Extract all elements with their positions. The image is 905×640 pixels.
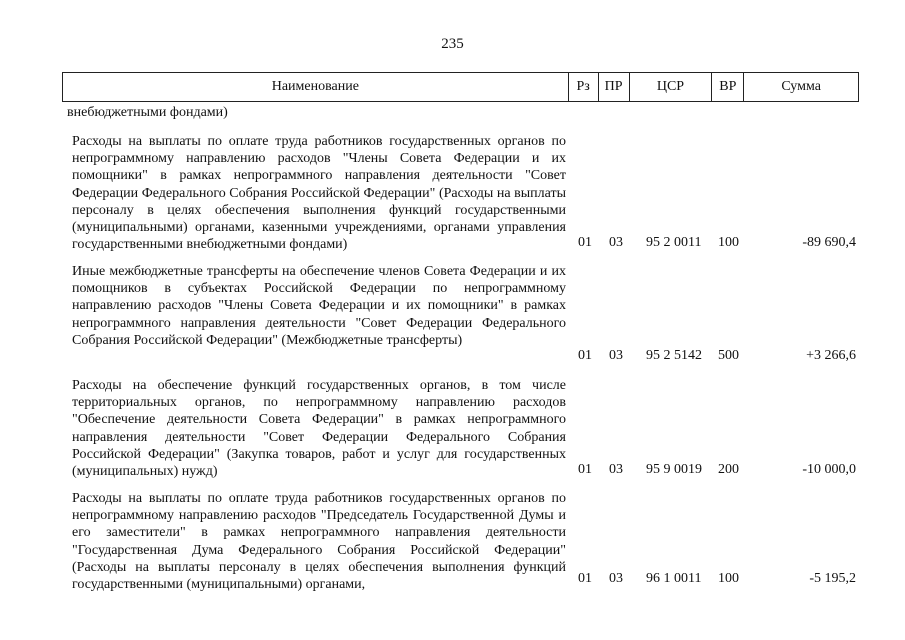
row-csr: 96 1 0011 (646, 571, 702, 586)
row-pr: 03 (609, 348, 623, 363)
row-rz: 01 (578, 462, 592, 477)
carry-over-text: внебюджетными фондами) (67, 105, 228, 120)
row-sum: +3 266,6 (806, 348, 856, 363)
row-pr: 03 (609, 462, 623, 477)
row-name: Расходы на выплаты по оплате труда работников государственных органов по непрограммному направлению расходов "Председатель Государственной Думы и его заместители" в рамках непрограммного направления деятельности "Государственная Дума Федерального Собрания Российской Федерации" (Расходы на выплаты персоналу в целях обеспечения выполнения функций государственными (муниципальными) органами, (72, 491, 566, 593)
row-csr: 95 2 5142 (646, 348, 702, 363)
row-rz: 01 (578, 235, 592, 250)
table-header (62, 72, 859, 102)
row-vr: 100 (718, 235, 739, 250)
row-sum: -5 195,2 (809, 571, 856, 586)
page-number: 235 (441, 36, 464, 52)
header-sum: Сумма (781, 79, 821, 94)
row-name: Расходы на обеспечение функций государственных органов, в том числе территориальных органов, по непрограммному направлению расходов "Обеспечение деятельности Совета Федерации" в рамках непрограммного направления деятельности "Совет Федерации Федерального Собрания Российской Федерации" (Закупка товаров, работ и услуг для государственных (муниципальных) нужд) (72, 378, 566, 480)
header-vr: ВР (712, 73, 744, 101)
row-vr: 100 (718, 571, 739, 586)
header-pr: ПР (599, 73, 630, 101)
header-name: Наименование (63, 73, 569, 101)
header-csr: ЦСР (630, 73, 713, 101)
row-vr: 500 (718, 348, 739, 363)
row-sum: -89 690,4 (802, 235, 856, 250)
row-name: Расходы на выплаты по оплате труда работников государственных органов по непрограммному направлению расходов "Члены Совета Федерации и их помощники" в рамках непрограммного направления деятельности "Совет Федерации Федерального Собрания Российской Федерации" (Расходы на выплаты персоналу в целях обеспечения выполнения функций государственными (муниципальными) органами, казенными учреждениями, органами управления государственными внебюджетными фондами) (72, 134, 566, 253)
header-rz: Рз (569, 73, 599, 101)
row-pr: 03 (609, 571, 623, 586)
row-rz: 01 (578, 348, 592, 363)
row-sum: -10 000,0 (802, 462, 856, 477)
row-rz: 01 (578, 571, 592, 586)
row-pr: 03 (609, 235, 623, 250)
row-vr: 200 (718, 462, 739, 477)
row-name: Иные межбюджетные трансферты на обеспечение членов Совета Федерации и их помощников в субъектах Российской Федерации по непрограммному направлению расходов "Члены Совета Федерации и их помощники" в рамках непрограммного направления деятельности "Совет Федерации Федерального Собрания Российской Федерации" (Межбюджетные трансферты) (72, 264, 566, 348)
row-csr: 95 9 0019 (646, 462, 702, 477)
row-csr: 95 2 0011 (646, 235, 702, 250)
